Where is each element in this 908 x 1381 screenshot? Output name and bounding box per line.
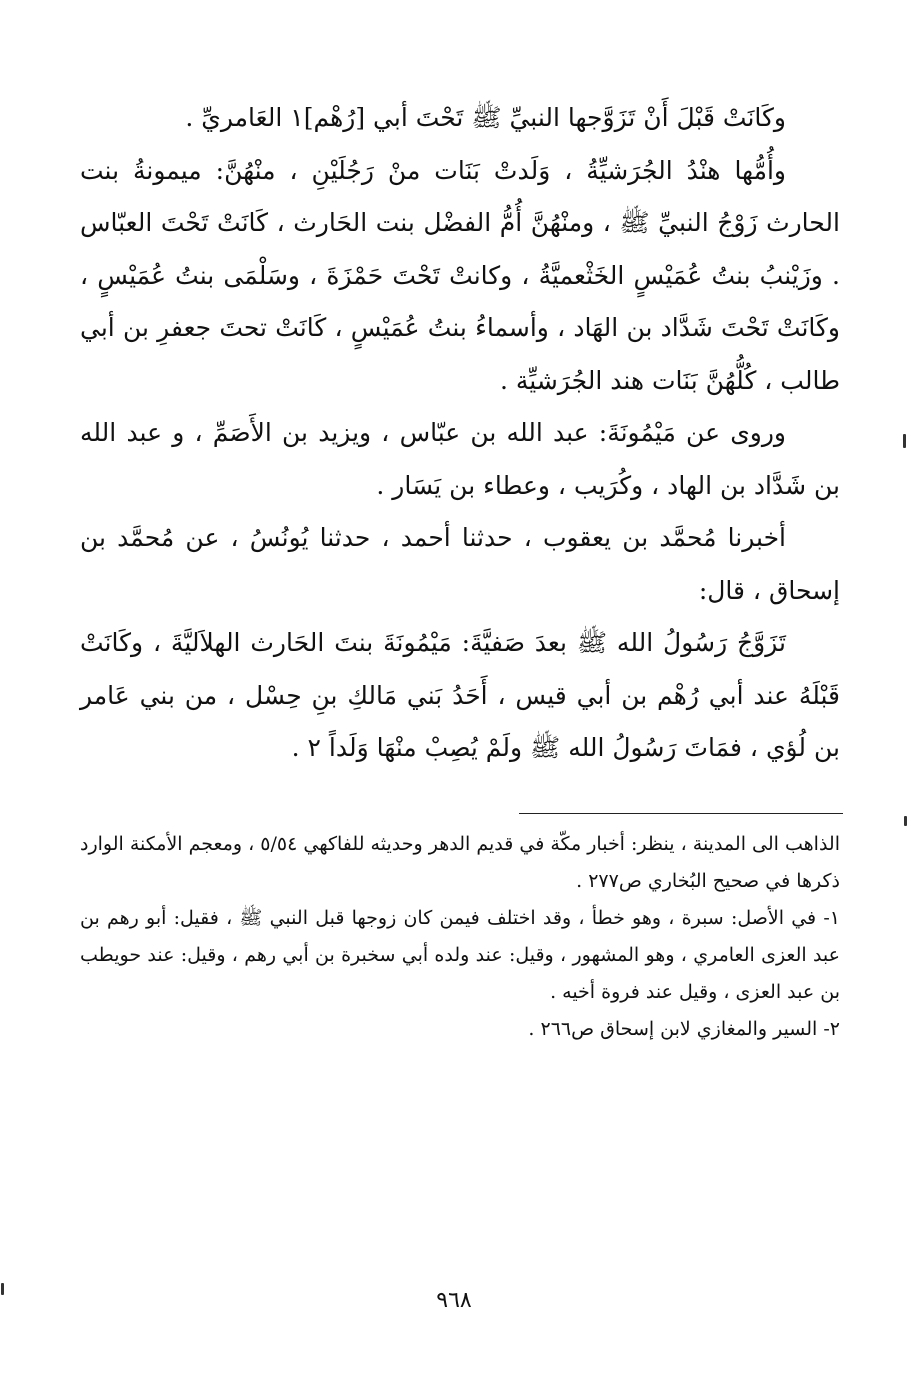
scan-mark-right <box>903 434 906 448</box>
paragraph-isnad: أخبرنا مُحمَّد بن يعقوب ، حدثنا أحمد ، حدثنا يُونُسُ ، عن مُحمَّد بن إسحاق ، قال: <box>80 523 840 605</box>
footnote-separator <box>519 813 843 814</box>
paragraph-report: تَزَوَّجُ رَسُولُ الله ﷺ بعدَ صَفيَّةَ: مَيْمُونَةَ بنتَ الحَارث الهلاَليَّةَ ، وكَانَتْ قَبْلَهُ عند أبي رُهْم بن أبي قيس ، أَحَدُ بَني مَالكِ بنِ حِسْل ، من بني عَامر بن لُؤي ، فمَاتَ رَسُولُ الله ﷺ ولَمْ يُصِبْ منْهَا وَلَداً ٢ . <box>80 628 840 762</box>
paragraph-marriage: وكَانَتْ قَبْلَ أَنْ تَزَوَّجها النبيِّ ﷺ تَحْتَ أبي [رُهْم]١ العَامريِّ . <box>185 103 786 132</box>
scan-mark-right-lower <box>904 816 907 826</box>
footnote-2: ٢- السير والمغازي لابن إسحاق ص٢٦٦ . <box>528 1018 840 1040</box>
page-number: ٩٦٨ <box>436 1288 472 1313</box>
footnote-1: ١- في الأصل: سبرة ، وهو خطأ ، وقد اختلف فيمن كان زوجها قبل النبي ﷺ ، فقيل: أبو رهم بن عبد العزى العامري ، وهو المشهور ، وقيل: عند ولده أبي سخبرة بن أبي رهم ، وقيل: عند حويطب بن عبد العزى ، وقيل عند فروة أخيه . <box>80 907 840 1003</box>
footnote-continued: الذاهب الى المدينة ، ينظر: أخبار مكّة في قديم الدهر وحديثه للفاكهي ٥/٥٤ ، ومعجم الأمكنة الوارد ذكرها في صحيح البُخاري ص٢٧٧ . <box>80 833 840 892</box>
paragraph-narrators: وروى عن مَيْمُونَةَ: عبد الله بن عبّاس ، ويزيد بن الأَصَمِّ ، و عبد الله بن شَدَّاد بن الهاد ، وكُرَيب ، وعطاء بن يَسَار . <box>80 418 840 500</box>
paragraph-mother: وأُمُّها هنْدُ الجُرَشيِّةُ ، وَلَدتْ بَنَات منْ رَجُلَيْنِ ، منْهُنَّ: ميمونةُ بنت الحارث زَوْجُ النبيِّ ﷺ ، ومنْهُنَّ أُمُّ الفضْل بنت الحَارث ، كَانَتْ تَحْتَ العبّاس . وزَيْنبُ بنتُ عُمَيْسٍ الخَثْعميَّةُ ، وكانتْ تَحْتَ حَمْزَةَ ، وسَلْمَى بنتُ عُمَيْسٍ ، وكَانَتْ تَحْتَ شَدَّاد بن الهَاد ، وأسماءُ بنتُ عُمَيْسٍ ، كَانَتْ تحتَ جعفرِ بن أبي طالب ، كُلُّهُنَّ بَنَات هند الجُرَشيِّة . <box>80 155 840 395</box>
scan-mark-left <box>1 1283 4 1295</box>
main-text <box>80 92 840 775</box>
footnotes <box>80 826 840 1048</box>
